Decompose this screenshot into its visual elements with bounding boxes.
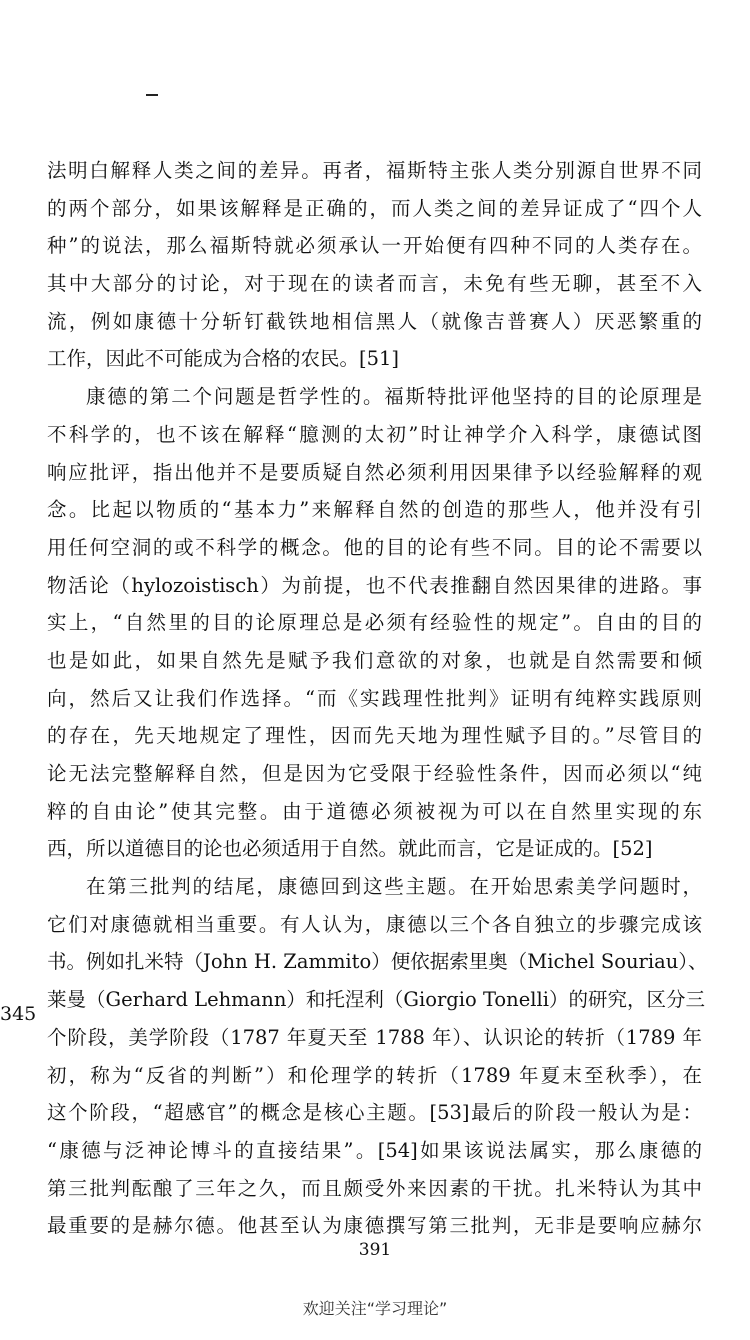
text-line: 向，然后又让我们作选择。“而《实践理性批判》证明有纯粹实践原则 [47, 686, 702, 710]
footer-note: 欢迎关注“学习理论” [302, 1299, 448, 1318]
text-line: 工作，因此不可能成为合格的农民。[51] [47, 347, 400, 371]
header-dash [146, 94, 158, 96]
text-line: 在第三批判的结尾，康德回到这些主题。在开始思索美学问题时， [86, 875, 702, 899]
text-line: 论无法完整解释自然，但是因为它受限于经验性条件，因而必须以“纯 [47, 762, 702, 785]
text-line: 用任何空洞的或不科学的概念。他的目的论有些不同。目的论不需要以 [47, 535, 702, 559]
text-line: 物活论（hylozoistisch）为前提，也不代表推翻自然因果律的进路。事 [47, 573, 702, 597]
margin-page-number: 345 [0, 1003, 37, 1025]
text-line: 法明白解释人类之间的差异。再者，福斯特主张人类分别源自世界不同 [47, 159, 702, 182]
page-number: 391 [358, 1240, 392, 1260]
text-line: 第三批判酝酿了三年之久，而且颇受外来因素的干扰。扎米特认为其中 [47, 1176, 702, 1200]
text-line: 莱曼（Gerhard Lehmann）和托涅利（Giorgio Tonelli）的研究，区分三 [47, 988, 705, 1012]
text-line: 这个阶段，“超感官”的概念是核心主题。[53]最后的阶段一般认为是： [47, 1101, 702, 1125]
text-line: 的两个部分，如果该解释是正确的，而人类之间的差异证成了“四个人 [47, 196, 702, 220]
text-line: 个阶段，美学阶段（1787 年夏天至 1788 年）、认识论的转折（1789 年 [47, 1025, 702, 1049]
text-line: 初，称为“反省的判断”）和伦理学的转折（1789 年夏末至秋季），在 [47, 1063, 702, 1087]
text-line: 响应批评，指出他并不是要质疑自然必须利用因果律予以经验解释的观 [47, 460, 702, 484]
text-line: 流，例如康德十分斩钉截铁地相信黑人（就像吉普赛人）厌恶繁重的 [47, 309, 702, 333]
text-line: 粹的自由论”使其完整。由于道德必须被视为可以在自然里实现的东 [47, 799, 702, 823]
text-line: 它们对康德就相当重要。有人认为，康德以三个各自独立的步骤完成该 [47, 912, 702, 936]
text-line: 种”的说法，那么福斯特就必须承认一开始便有四种不同的人类存在。 [47, 234, 702, 258]
text-line: 也是如此，如果自然先是赋予我们意欲的对象，也就是自然需要和倾 [47, 648, 702, 672]
text-line: 最重要的是赫尔德。他甚至认为康德撰写第三批判，无非是要响应赫尔 [47, 1214, 702, 1238]
text-line: 实上，“自然里的目的论原理总是必须有经验性的规定”。自由的目的 [47, 611, 702, 635]
text-line: “康德与泛神论博斗的直接结果”。[54]如果该说法属实，那么康德的 [47, 1138, 702, 1162]
text-line: 不科学的，也不该在解释“臆测的太初”时让神学介入科学，康德试图 [47, 422, 702, 446]
body-text [47, 152, 708, 1245]
text-line: 念。比起以物质的“基本力”来解释自然的创造的那些人，他并没有引 [47, 498, 702, 522]
text-line: 的存在，先天地规定了理性，因而先天地为理性赋予目的。”尽管目的 [47, 724, 702, 748]
text-line: 西，所以道德目的论也必须适用于自然。就此而言，它是证成的。[52] [47, 837, 653, 861]
text-line: 书。例如扎米特（John H. Zammito）便依据索里奥（Michel Souriau）、 [47, 950, 708, 974]
text-line: 其中大部分的讨论，对于现在的读者而言，未免有些无聊，甚至不入 [47, 272, 702, 296]
text-line: 康德的第二个问题是哲学性的。福斯特批评他坚持的目的论原理是 [86, 385, 702, 409]
